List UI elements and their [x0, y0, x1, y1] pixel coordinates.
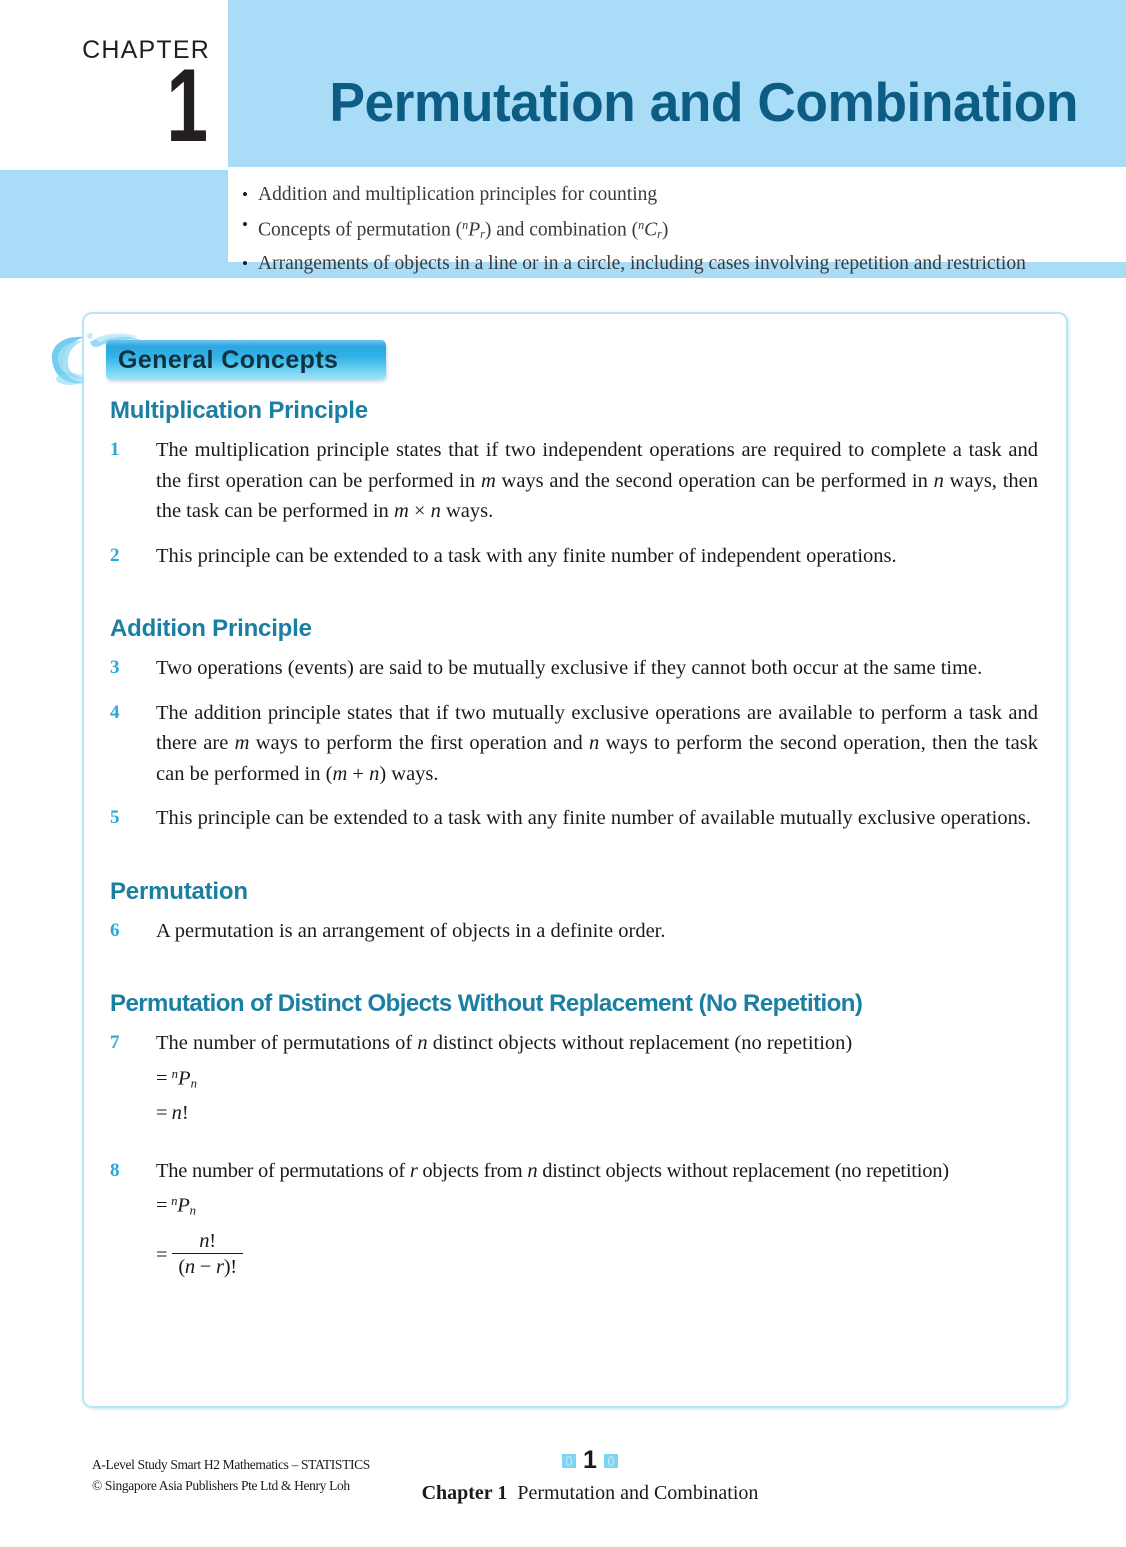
general-concepts-banner	[44, 330, 404, 390]
item-text-b: objects from	[417, 1159, 528, 1182]
header-chapter-block	[0, 0, 228, 167]
bullet-dot-icon: •	[242, 185, 248, 204]
section-heading-permutation-distinct: Permutation of Distinct Objects Without Replacement (No Repetition)	[110, 990, 863, 1017]
footer-page-number-group	[460, 1448, 720, 1473]
objective-text-mid: ) and combination (	[484, 219, 639, 241]
formula-symbol-P: P	[177, 1194, 190, 1217]
objective-text: Arrangements of objects in a line or in a circle, including cases involving repetition and restriction	[258, 252, 1026, 274]
equals-sign: =	[156, 1194, 168, 1217]
perm-subscript-r: r	[480, 226, 485, 241]
perm-symbol-P: P	[468, 219, 481, 241]
item-text-a: The number of permutations of	[156, 1032, 418, 1054]
formula-subscript-n: n	[189, 1203, 196, 1218]
numbered-item	[110, 803, 1038, 834]
numbered-item	[110, 435, 1038, 527]
factorial-sign: !	[181, 1101, 189, 1124]
formula-factorial-fraction	[156, 1230, 243, 1280]
variable-m-2: m	[393, 500, 409, 522]
item-spacer	[110, 1142, 1038, 1156]
footer-book-title: A-Level Study Smart H2 Mathematics – STATISTICS	[92, 1457, 370, 1472]
variable-n: n	[589, 732, 600, 754]
section-heading-permutation: Permutation	[110, 877, 248, 905]
page-footer	[0, 1440, 1126, 1520]
item-text-d: +	[347, 762, 370, 785]
formula-superscript-n: n	[171, 1194, 178, 1209]
numerator-variable-n: n	[199, 1229, 210, 1252]
page-header	[0, 0, 1126, 278]
item-number: 6	[110, 919, 120, 941]
item-number: 5	[110, 807, 120, 828]
item-text-b: distinct objects without replacement (no repetition)	[427, 1032, 853, 1054]
item-text-a: The number of permutations of	[156, 1159, 410, 1182]
section-heading-addition: Addition Principle	[110, 615, 312, 642]
footer-chapter-title: Permutation and Combination	[517, 1482, 759, 1504]
formula-subscript-n: n	[190, 1075, 197, 1090]
objective-text: Addition and multiplication principles for counting	[258, 184, 658, 205]
denominator-minus: −	[194, 1255, 216, 1278]
footer-chapter-line	[330, 1480, 850, 1506]
header-objectives-list	[232, 170, 1126, 274]
bullet-dot-icon: •	[242, 215, 248, 234]
comb-subscript-r: r	[657, 226, 662, 241]
item-text-b: ways and the second operation can be performed in	[495, 469, 934, 492]
header-blue-left-panel	[0, 170, 228, 278]
fraction-numerator	[172, 1230, 243, 1254]
objective-text	[258, 210, 668, 249]
fraction-denominator	[172, 1254, 243, 1280]
general-concepts-label: General Concepts	[118, 346, 339, 374]
variable-n-2: n	[369, 762, 380, 785]
formula-symbol-P: P	[178, 1067, 191, 1090]
denominator-variable-r: r	[215, 1255, 224, 1278]
numbered-item	[110, 1028, 1038, 1128]
equals-sign: =	[156, 1101, 168, 1124]
section-heading-multiplication: Multiplication Principle	[110, 397, 368, 424]
footer-copyright: © Singapore Asia Publishers Pte Ltd & Henry Loh	[92, 1478, 350, 1493]
comb-superscript-n: n	[638, 218, 645, 232]
section-spacer	[110, 585, 1038, 614]
content-body	[110, 396, 1038, 1294]
section-spacer	[110, 848, 1038, 877]
equals-sign: =	[156, 1067, 168, 1090]
numbered-item	[110, 916, 1038, 947]
footer-publisher-info	[92, 1454, 370, 1496]
numbered-item	[110, 698, 1038, 790]
variable-n-factorial: n	[171, 1101, 182, 1124]
numbered-item	[110, 541, 1038, 572]
item-number: 7	[110, 1032, 120, 1053]
bullet-dot-icon: •	[242, 253, 248, 273]
numbered-item	[110, 653, 1038, 684]
item-text	[156, 1156, 1038, 1280]
chapter-number: 1	[166, 48, 208, 164]
item-text-a: The addition principle states that if two mutually exclusive operations are available to perform a task and there are	[156, 701, 1038, 754]
equals-sign: =	[156, 1243, 168, 1266]
decorative-square-right-icon	[604, 1454, 618, 1468]
formula-nPn	[156, 1187, 1038, 1225]
perm-superscript-n: n	[462, 218, 469, 232]
variable-m: m	[480, 469, 496, 492]
denominator-variable-n: n	[184, 1255, 195, 1278]
variable-m: m	[234, 732, 250, 754]
footer-chapter-label: Chapter 1	[421, 1482, 508, 1504]
item-text-b: ways to perform the first operation and	[249, 732, 590, 754]
item-number: 4	[110, 701, 120, 723]
objective-item	[232, 249, 1126, 279]
item-sentence	[156, 1028, 1038, 1059]
item-text-d: ×	[408, 500, 431, 522]
item-number: 8	[110, 1159, 120, 1181]
item-sentence	[156, 1156, 1038, 1187]
formula-n-factorial	[156, 1099, 1038, 1128]
formula-superscript-n: n	[171, 1066, 179, 1081]
formula-nPn	[156, 1060, 1038, 1098]
page-number: 1	[583, 1446, 597, 1474]
item-text-a: The multiplication principle states that if two independent operations are required to complete a task and the first operation can be performed in	[156, 439, 1038, 492]
variable-r: r	[409, 1159, 418, 1182]
item-text-e: ways.	[440, 500, 494, 522]
item-text: Two operations (events) are said to be mutually exclusive if they cannot both occur at the same time.	[156, 657, 983, 679]
item-number: 3	[110, 657, 120, 678]
objective-item	[232, 210, 1126, 249]
variable-n-2: n	[430, 500, 441, 522]
page-title: Permutation and Combination	[329, 71, 1078, 133]
item-text-c: ways, then the task can be performed in	[156, 469, 1038, 522]
fraction	[172, 1230, 243, 1280]
item-text-e: ) ways.	[379, 762, 439, 785]
numbered-item	[110, 1156, 1038, 1280]
item-text: This principle can be extended to a task with any finite number of available mutually exclusive operations.	[156, 807, 1031, 829]
objective-text-prefix: Concepts of permutation (	[258, 219, 463, 241]
denominator-close-factorial: )!	[223, 1255, 237, 1278]
item-text	[156, 435, 1038, 527]
section-spacer	[110, 960, 1038, 989]
variable-m-2: m	[332, 762, 348, 785]
decorative-square-left-icon	[562, 1454, 576, 1468]
item-text: This principle can be extended to a task with any finite number of independent operations.	[156, 544, 897, 567]
objective-item	[232, 180, 1126, 210]
item-text-c: ways to perform the second operation, then the task can be performed in (	[156, 732, 1039, 785]
variable-n: n	[933, 469, 944, 492]
numerator-factorial: !	[209, 1229, 216, 1252]
item-text: A permutation is an arrangement of objects in a definite order.	[156, 919, 666, 942]
objective-text-suffix: )	[661, 219, 669, 241]
denominator-open-paren: (	[178, 1255, 185, 1278]
chapter-word-label: CHAPTER	[82, 36, 210, 64]
item-number: 1	[110, 439, 120, 460]
item-text-c: distinct objects without replacement (no repetition)	[537, 1159, 949, 1182]
variable-n: n	[527, 1159, 538, 1182]
item-text	[156, 698, 1038, 790]
variable-n: n	[417, 1032, 428, 1054]
comb-symbol-C: C	[644, 219, 658, 241]
item-text	[156, 1028, 1038, 1128]
item-number: 2	[110, 544, 120, 566]
